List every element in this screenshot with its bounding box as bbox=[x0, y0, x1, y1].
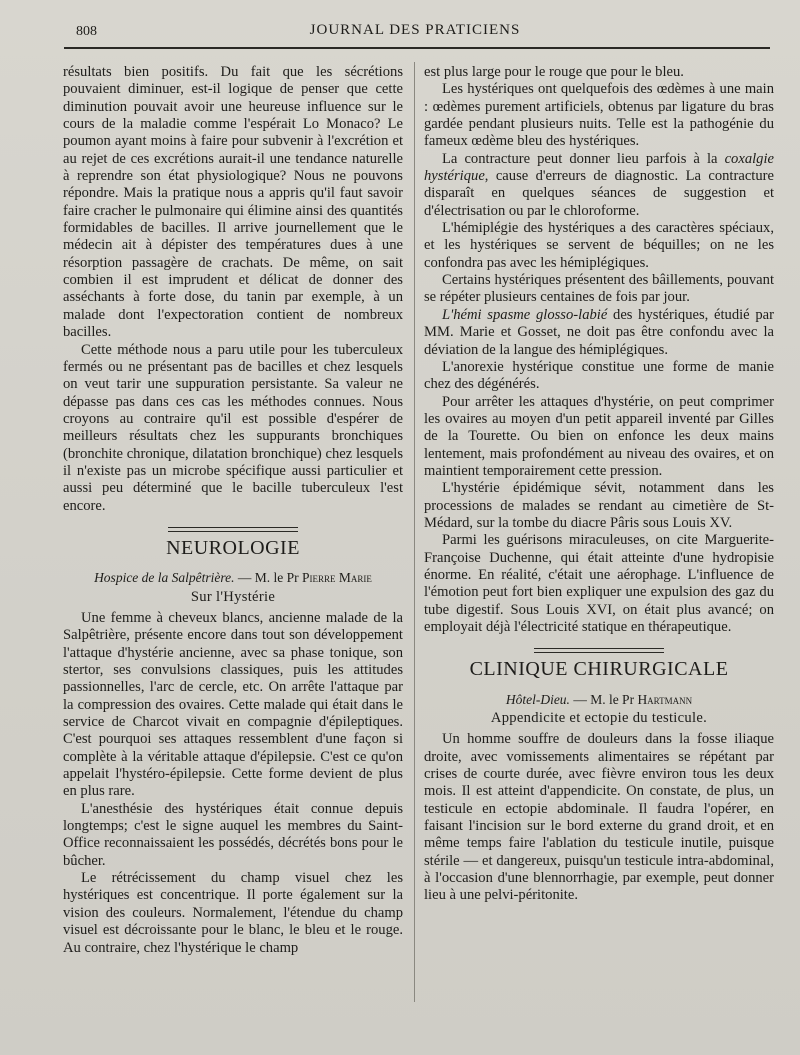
byline-place: Hôtel-Dieu. bbox=[505, 691, 570, 707]
byline-name: Pierre Marie bbox=[302, 570, 372, 586]
page-header bbox=[60, 20, 770, 46]
left-column bbox=[63, 64, 403, 957]
paragraph: Une femme à cheveux blancs, ancienne malade de la Salpêtrière, présente encore dans tout son développement l'attaque d'hystérie ancienne, avec sa phase tonique, son stertor, ses convulsions classiques, puis les attitudes passionnelles, l'arc de cercle, etc. On arrête l'attaque par la compression des ovaires. Cette malade qui était dans le service de Charcot vivait en compagnie d'épileptiques. C'est pourquoi ses attaques ressemblent d'une façon si complète à la véritable attaque d'épilepsie. C'est ce qu'on appelait l'hystéro-épilepsie. Cette forme devient de plus en plus rare. bbox=[63, 609, 403, 800]
paragraph: Un homme souffre de douleurs dans la fosse iliaque droite, avec vomissements alimentaires se répétant par crises de courte durée, avec fièvre environ tous les deux mois. Il est atteint d'appendicite. On constate, de plus, un testicule en ectopie abdominale. Il faudra l'opérer, en faisant l'incision sur le bord externe du grand droit, et en même temps faire l'ablation du testicule inutile, puisque stérile — et dangereux, puisqu'un testicule intra-abdominal, à l'occasion d'une blennorrhagie, par exemple, peut donner lieu à une pelvi-péritonite. bbox=[424, 731, 774, 904]
section-divider bbox=[168, 527, 298, 532]
lecture-subtitle: Appendicite et ectopie du testicule. bbox=[490, 710, 708, 727]
paragraph: L'anesthésie des hystériques était connue depuis longtemps; c'est le signe auquel les membres du Saint-Office reconnaissaient les possédés, décrétés bons pour le bûcher. bbox=[63, 800, 403, 869]
text-run: des hystériques, étudié par MM. Marie et Gosset, ne doit pas être confondu avec la déviation de la langue des hémiplégiques. bbox=[424, 306, 774, 358]
right-column bbox=[424, 64, 774, 905]
lecture-byline bbox=[63, 569, 403, 586]
text-run: , cause d'erreurs de diagnostic. La contracture disparaît en quelques séances de suggestion et d'électrisation ou par le chloroforme. bbox=[424, 168, 774, 219]
paragraph: est plus large pour le rouge que pour le bleu. bbox=[424, 64, 684, 80]
byline-prefix: — M. le Pr bbox=[234, 570, 303, 586]
paragraph: L'hystérie épidémique sévit, notamment dans les processions de malades se rendant au cimetière de St-Médard, sur la tombe du diacre Pâris sous Louis XV. bbox=[424, 480, 774, 531]
header-rule bbox=[64, 47, 770, 49]
paragraph: résultats bien positifs. Du fait que les sécrétions pouvaient diminuer, est-il logique de penser que cette diminution pouvait avoir une heureuse influence sur le cours de la maladie comme l'espérait Lo Monaco? Le poumon ayant moins à faire pour subvenir à l'excrétion et au rejet de ces excrétions aurait-il une tendance naturelle à reprendre son état physiologique? Nous ne pouvons répondre. Mais la pratique nous a appris qu'il faut savoir faire cracher le pulmonaire qui élimine ainsi des quantités formidables de bacilles. Il arrive journellement que le médecin ait à dépister des températures dues à une résorption passagère de crachats. De même, on sait combien il est imprudent et délicat de donner des asséchants à forte dose, du tanin par exemple, à un malade dont l'expectoration contient de nombreux bacilles. bbox=[63, 64, 403, 341]
paragraph: L'hémiplégie des hystériques a des caractères spéciaux, et les hystériques se servent de béquilles; on ne les confondra pas avec les hémiplégiques. bbox=[424, 220, 774, 271]
section-title-neurologie: NEUROLOGIE bbox=[166, 536, 300, 559]
byline-place: Hospice de la Salpêtrière. bbox=[94, 570, 235, 586]
lecture-byline bbox=[424, 691, 774, 708]
section-title-clinique-chirurgicale: CLINIQUE CHIRURGICALE bbox=[469, 658, 729, 681]
paragraph: Parmi les guérisons miraculeuses, on cite Marguerite-Françoise Duchenne, qui était atteinte d'une hydropisie énorme. En réalité, c'était une aérophage. L'influence de l'émotion peut fort bien expliquer une expulsion des gaz du tube digestif. Sous Louis XVI, on était plus avancé; on employait déjà l'électricité statique en thérapeutique. bbox=[424, 532, 774, 635]
text-run: La contracture peut donner lieu parfois à la bbox=[442, 150, 725, 167]
byline-name: Hartmann bbox=[637, 691, 693, 707]
section-divider bbox=[534, 648, 664, 653]
paragraph: Certains hystériques présentent des bâillements, pouvant se répéter plusieurs centaines de fois par jour. bbox=[424, 272, 774, 306]
text-run-italic: L'hémi spasme glosso-labié bbox=[442, 306, 608, 323]
page-number: 808 bbox=[76, 24, 97, 39]
paragraph bbox=[424, 151, 774, 220]
running-title: JOURNAL DES PRATICIENS bbox=[309, 22, 521, 38]
paragraph: Les hystériques ont quelquefois des œdèmes à une main : œdèmes purement artificiels, obtenus par ligature du bras gardée pendant plusieurs nuits. Telle est la pathogénie du fameux œdème bleu des hystériques. bbox=[424, 81, 774, 150]
paragraph: L'anorexie hystérique constitue une forme de manie chez des dégénérés. bbox=[424, 358, 774, 393]
column-divider bbox=[414, 62, 415, 1002]
paragraph bbox=[424, 307, 774, 359]
lecture-subtitle: Sur l'Hystérie bbox=[190, 588, 276, 605]
paragraph: Cette méthode nous a paru utile pour les tuberculeux fermés ou ne présentant pas de bacilles et chez lesquels on veut tarir une suppuration persistante. Sa valeur ne dépasse pas dans ces cas les méthodes connues. Nous croyons au contraire qu'il est possible d'espérer de meilleurs résultats chez les suppurants bronchiques (bronchite chronique, dilatation bronchique) chez lesquels il n'existe pas un microbe spécifique aussi particulier et aussi peu déterminé que le bacille tuberculeux l'est encore. bbox=[63, 341, 403, 514]
text-run-italic: coxalgie hystérique bbox=[424, 150, 774, 185]
paragraph: Le rétrécissement du champ visuel chez les hystériques est concentrique. Il porte également sur la vision des couleurs. Normalement, l'étendue du champ visuel est décroissante pour le blanc, le bleu et le rouge. Au contraire, chez l'hystérique le champ bbox=[63, 870, 403, 956]
paragraph: Pour arrêter les attaques d'hystérie, on peut comprimer les ovaires au moyen d'un petit appareil inventé par Gilles de la Tourette. Ou bien on enfonce les deux mains lentement, mais profondément au niveau des ovaires, et on maintient temporairement cette pression. bbox=[424, 393, 774, 479]
byline-prefix: — M. le Pr bbox=[569, 691, 638, 707]
